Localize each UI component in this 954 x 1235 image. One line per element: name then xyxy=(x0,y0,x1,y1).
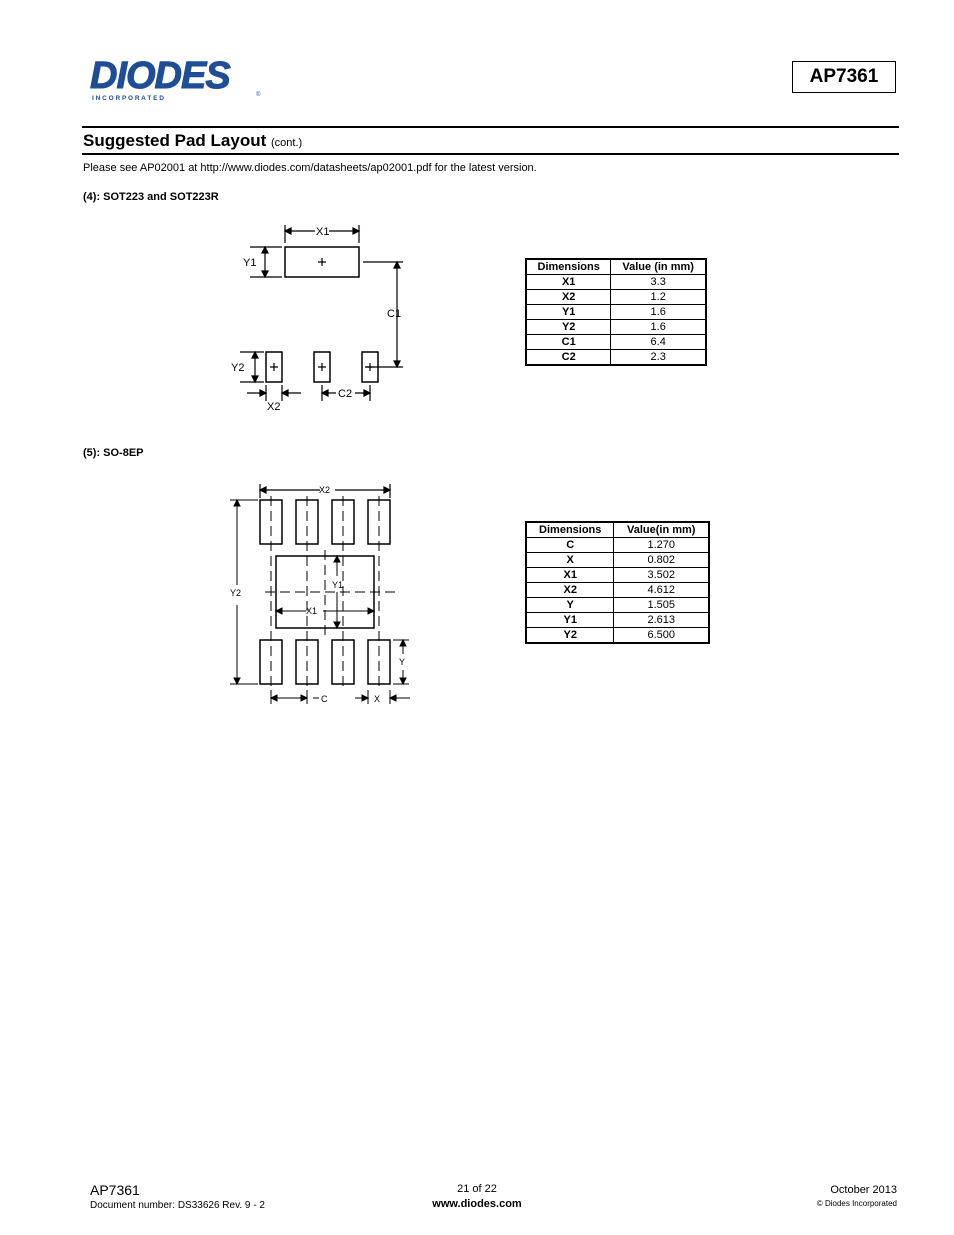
table-row xyxy=(526,613,709,628)
sot223-label-c1: C1 xyxy=(387,308,402,320)
diodes-logo xyxy=(88,55,268,105)
dimension-name-cell: Y2 xyxy=(526,628,614,644)
so8ep-top-pad-3 xyxy=(332,500,354,544)
table-row xyxy=(526,305,706,320)
so8ep-top-pad-4 xyxy=(368,500,390,544)
footer-document-number: Document number: DS33626 Rev. 9 - 2 xyxy=(90,1200,265,1211)
dimension-name-cell: C1 xyxy=(526,335,611,350)
so8ep-label-y2: Y2 xyxy=(230,588,242,598)
dimension-name-cell: Y1 xyxy=(526,305,611,320)
so8ep-label-x1: X1 xyxy=(306,606,318,616)
table-row xyxy=(526,538,709,553)
table-row xyxy=(526,335,706,350)
table-header: Value(in mm) xyxy=(614,522,709,538)
table-header: Dimensions xyxy=(526,259,611,275)
header-part-number: AP7361 xyxy=(792,61,896,93)
so8ep-heading: (5): SO-8EP xyxy=(83,447,144,459)
dimension-value-cell: 1.2 xyxy=(611,290,706,305)
dimension-name-cell: Y xyxy=(526,598,614,613)
footer-copyright: © Diodes Incorporated xyxy=(816,1199,897,1208)
reference-note: Please see AP02001 at http://www.diodes.com/datasheets/ap02001.pdf for the latest version. xyxy=(83,162,537,174)
sot223-label-y1: Y1 xyxy=(243,257,257,269)
so8ep-dimensions-table xyxy=(525,521,710,644)
footer-part-number: AP7361 xyxy=(90,1182,140,1198)
table-row xyxy=(526,598,709,613)
registered-mark: ® xyxy=(256,92,261,98)
table-row xyxy=(526,583,709,598)
table-header: Dimensions xyxy=(526,522,614,538)
so8ep-top-pad-1 xyxy=(260,500,282,544)
footer-date: October 2013 xyxy=(830,1184,897,1196)
table-row xyxy=(526,568,709,583)
dimension-name-cell: Y2 xyxy=(526,320,611,335)
dimension-value-cell: 0.802 xyxy=(614,553,709,568)
table-header: Value (in mm) xyxy=(611,259,706,275)
so8ep-label-x2: X2 xyxy=(319,485,331,495)
dimension-value-cell: 3.3 xyxy=(611,275,706,290)
dimension-value-cell: 1.6 xyxy=(611,305,706,320)
so8ep-label-x: X xyxy=(374,694,381,704)
dimension-value-cell: 6.4 xyxy=(611,335,706,350)
dimension-value-cell: 3.502 xyxy=(614,568,709,583)
table-row xyxy=(526,275,706,290)
dimension-name-cell: X1 xyxy=(526,275,611,290)
so8ep-label-y: Y xyxy=(399,657,406,667)
sot223-label-y2: Y2 xyxy=(231,362,245,374)
logo-subtext: I N C O R P O R A T E D xyxy=(92,95,164,102)
sot223-label-x1: X1 xyxy=(316,226,330,238)
dimension-name-cell: C2 xyxy=(526,350,611,366)
footer-website: www.diodes.com xyxy=(432,1198,522,1210)
table-row xyxy=(526,350,706,366)
dimension-name-cell: X2 xyxy=(526,290,611,305)
dimension-value-cell: 1.505 xyxy=(614,598,709,613)
dimension-value-cell: 4.612 xyxy=(614,583,709,598)
logo-wordmark: DIODES xyxy=(90,55,230,97)
sot223-label-c2: C2 xyxy=(338,388,353,400)
dimension-value-cell: 2.613 xyxy=(614,613,709,628)
dimension-name-cell: X xyxy=(526,553,614,568)
sot223-label-x2: X2 xyxy=(267,401,281,413)
table-row xyxy=(526,290,706,305)
table-row xyxy=(526,628,709,644)
so8ep-top-pad-2 xyxy=(296,500,318,544)
sot223-heading: (4): SOT223 and SOT223R xyxy=(83,191,219,203)
dimension-name-cell: Y1 xyxy=(526,613,614,628)
top-rule xyxy=(82,126,899,128)
dimension-value-cell: 2.3 xyxy=(611,350,706,366)
dimension-name-cell: X2 xyxy=(526,583,614,598)
sot223-pad-diagram xyxy=(225,215,415,415)
dimension-value-cell: 1.270 xyxy=(614,538,709,553)
dimension-value-cell: 1.6 xyxy=(611,320,706,335)
title-rule xyxy=(82,153,899,155)
sot223-dimensions-table xyxy=(525,258,707,366)
section-title: Suggested Pad Layout (cont.) xyxy=(83,131,303,150)
table-row xyxy=(526,320,706,335)
so8ep-label-y1: Y1 xyxy=(332,580,344,590)
so8ep-label-c: C xyxy=(321,694,328,704)
table-row xyxy=(526,553,709,568)
footer-page-number: 21 of 22 xyxy=(457,1183,497,1195)
dimension-value-cell: 6.500 xyxy=(614,628,709,644)
dimension-name-cell: C xyxy=(526,538,614,553)
dimension-name-cell: X1 xyxy=(526,568,614,583)
so8ep-pad-diagram xyxy=(225,480,420,710)
